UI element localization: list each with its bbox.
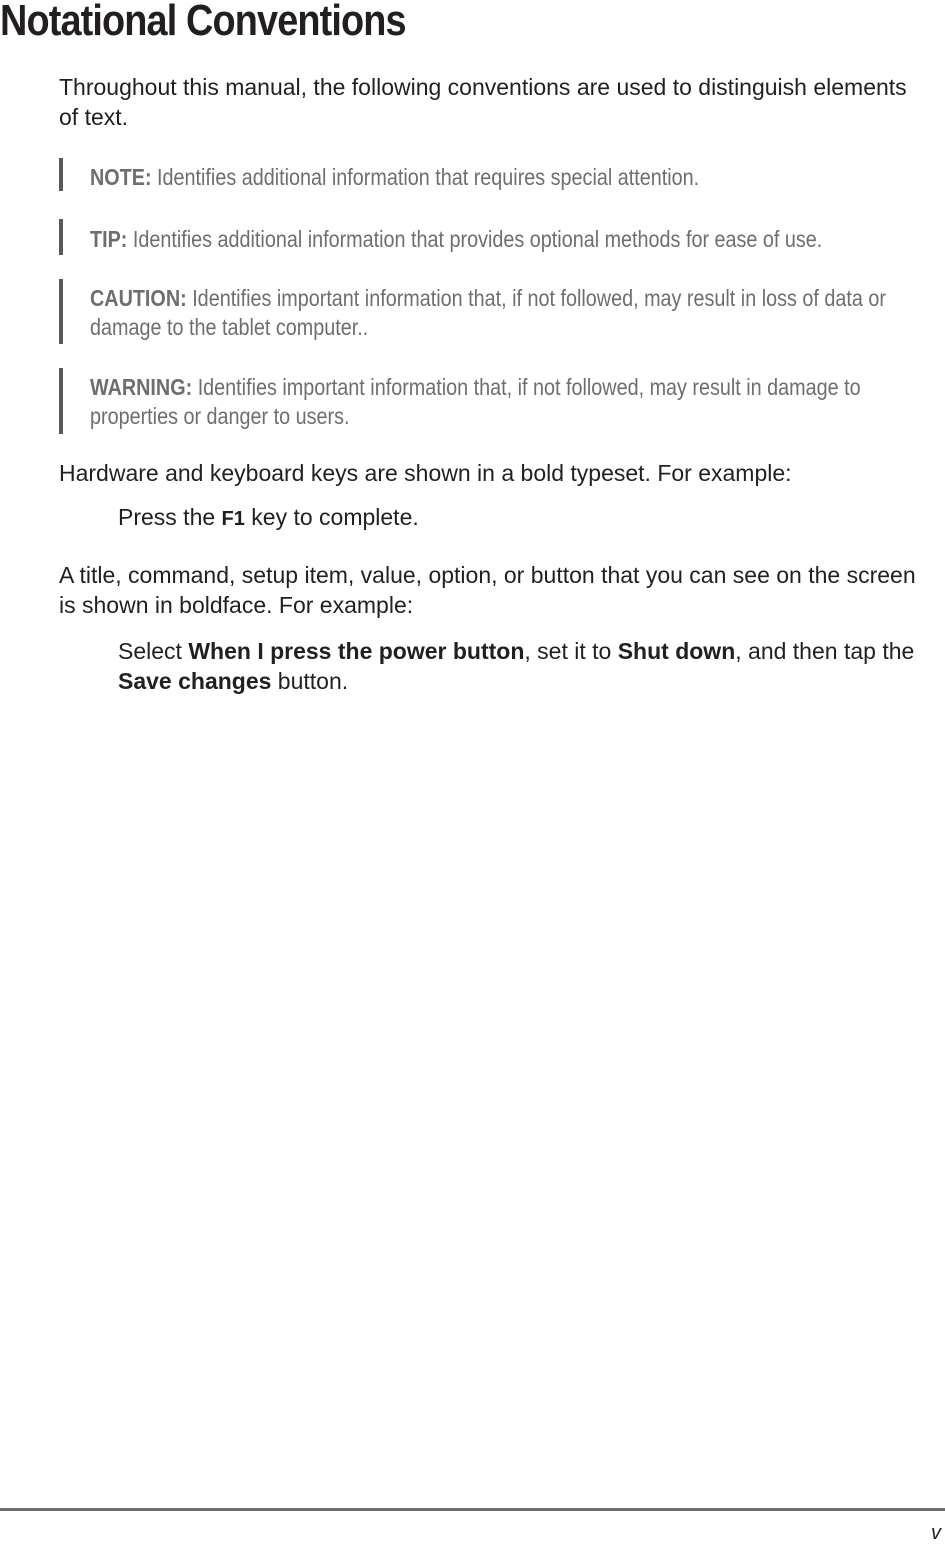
hardware-example-prefix: Press the	[118, 504, 222, 530]
screen-example-bold-2: Shut down	[617, 638, 736, 664]
note-label: NOTE:	[90, 164, 152, 190]
screen-example-bold-1: When I press the power button	[188, 638, 525, 664]
note-callout	[59, 158, 929, 191]
warning-label: WARNING:	[90, 374, 193, 400]
screen-example-text-2: , set it to	[524, 638, 618, 664]
hardware-example-suffix: key to complete.	[244, 504, 419, 530]
hardware-keys-paragraph: Hardware and keyboard keys are shown in a bold typeset. For example:	[59, 460, 792, 486]
warning-callout	[59, 368, 929, 434]
tip-label: TIP:	[90, 226, 128, 252]
page-title: Notational Conventions	[0, 0, 406, 45]
tip-text: Identifies additional information that provides optional methods for ease of use.	[127, 226, 823, 252]
screen-example-text-1: Select	[118, 638, 189, 664]
caution-label: CAUTION:	[90, 285, 187, 311]
screen-example	[118, 636, 945, 696]
footer-divider	[0, 1508, 945, 1511]
caution-text: Identifies important information that, if not followed, may result in loss of data or damage to the tablet computer..	[90, 285, 886, 340]
hardware-example-key: F1	[221, 508, 245, 530]
screen-example-bold-3: Save changes	[118, 668, 272, 694]
screen-items-paragraph: A title, command, setup item, value, option, or button that you can see on the screen is shown in boldface. For example:	[59, 562, 916, 618]
tip-callout	[59, 219, 929, 255]
intro-paragraph: Throughout this manual, the following conventions are used to distinguish elements of text.	[59, 74, 907, 130]
screen-example-text-3: , and then tap the	[735, 638, 915, 664]
hardware-example	[118, 502, 945, 534]
note-text: Identifies additional information that requires special attention.	[151, 164, 700, 190]
page-number: v	[931, 1522, 941, 1544]
warning-text: Identifies important information that, if not followed, may result in damage to properties or danger to users.	[90, 374, 861, 429]
screen-example-text-4: button.	[271, 668, 349, 694]
caution-callout	[59, 279, 929, 344]
